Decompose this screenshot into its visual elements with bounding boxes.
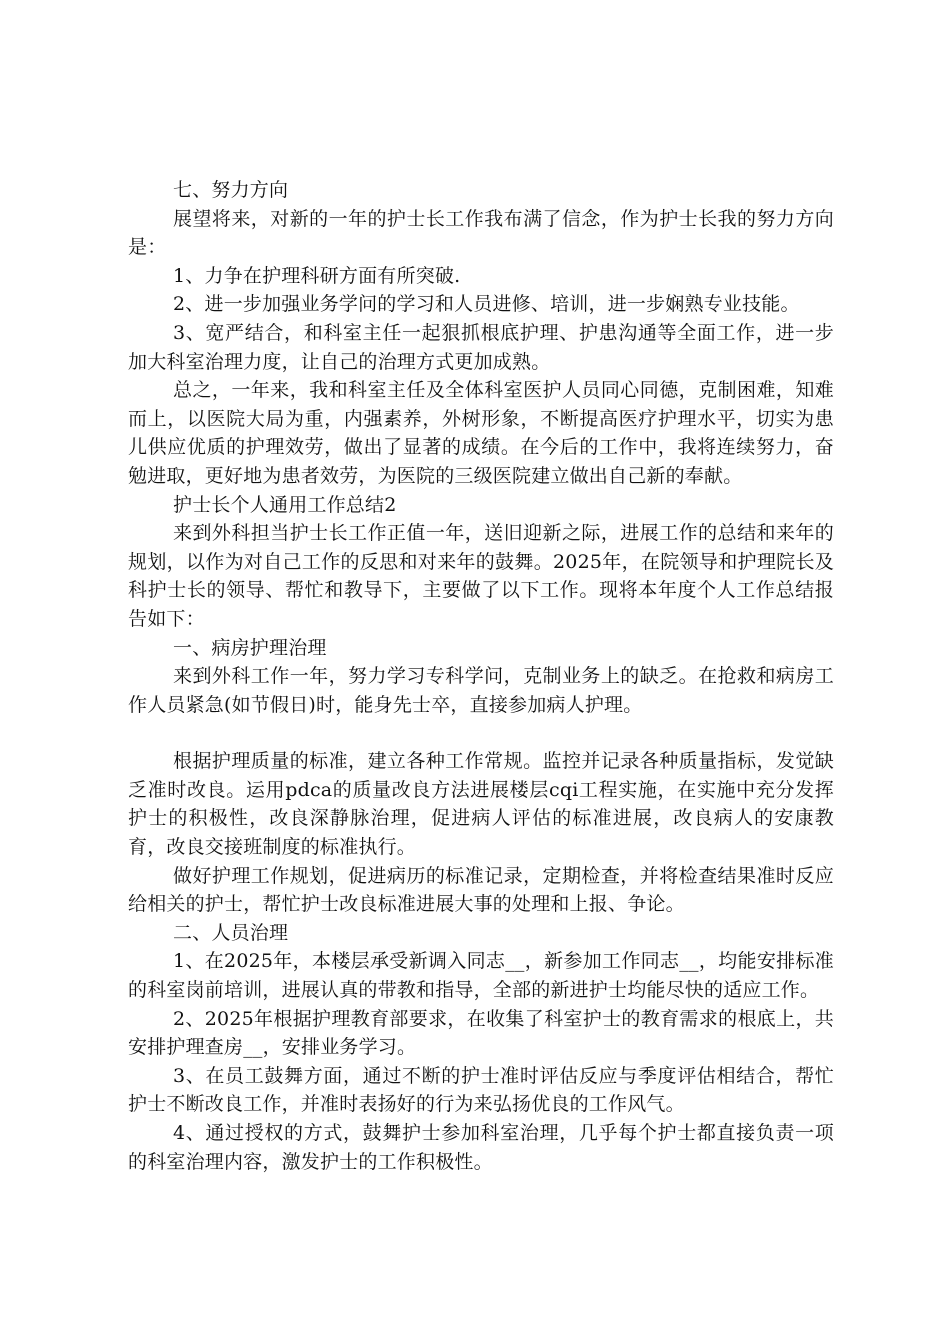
staff-item-3: 3、在员工鼓舞方面，通过不断的护士准时评估反应与季度评估相结合，帮忙护士不断改良工作，并准时表扬好的行为来弘扬优良的工作风气。	[128, 1064, 834, 1116]
document-page	[128, 176, 834, 1176]
paragraph-outlook: 展望将来，对新的一年的护士长工作我布满了信念，作为护士长我的努力方向是：	[128, 207, 834, 259]
staff-item-4: 4、通过授权的方式，鼓舞护士参加科室治理，几乎每个护士都直接负责一项的科室治理内容，激发护士的工作积极性。	[128, 1122, 834, 1173]
paragraph-summary: 总之，一年来，我和科室主任及全体科室医护人员同心同德，克制困难，知难而上，以医院大局为重，内强素养，外树形象，不断提高医疗护理水平，切实为患儿供应优质的护理效劳，做出了显著的成绩。在今后的工作中，我将连续努力，奋勉进取，更好地为患者效劳，为医院的三级医院建立做出自己新的奉献。	[128, 379, 834, 487]
paragraph-work-planning: 做好护理工作规划，促进病历的标准记录，定期检查，并将检查结果准时反应给相关的护士，帮忙护士改良标准进展大事的处理和上报、争论。	[128, 864, 834, 916]
staff-item-2: 2、2025年根据护理教育部要求，在收集了科室护士的教育需求的根底上，共安排护理查房__，安排业务学习。	[128, 1007, 834, 1059]
section-heading-staff-management: 二、人员治理	[173, 921, 289, 944]
staff-item-1: 1、在2025年，本楼层承受新调入同志__，新参加工作同志__，均能安排标准的科室岗前培训，进展认真的带教和指导，全部的新进护士均能尽快的适应工作。	[128, 950, 834, 1002]
list-item-2: 2、进一步加强业务学问的学习和人员进修、培训，进一步娴熟专业技能。	[173, 293, 800, 316]
paragraph-intro: 来到外科担当护士长工作正值一年，送旧迎新之际，进展工作的总结和来年的规划，以作为对自己工作的反思和对来年的鼓舞。2025年，在院领导和护理院长及科护士长的领导、帮忙和教导下，主要做了以下工作。现将本年度个人工作总结报告如下：	[128, 522, 834, 630]
blank-line	[128, 719, 834, 747]
paragraph-ward-work: 来到外科工作一年，努力学习专科学问，克制业务上的缺乏。在抢救和病房工作人员紧急(如节假日)时，能身先士卒，直接参加病人护理。	[128, 665, 834, 716]
section-heading-ward-management: 一、病房护理治理	[173, 636, 327, 659]
list-item-1: 1、力争在护理科研方面有所突破.	[173, 264, 461, 287]
paragraph-quality-standards: 根据护理质量的标准，建立各种工作常规。监控并记录各种质量指标，发觉缺乏准时改良。运用pdca的质量改良方法进展楼层cqi工程实施，在实施中充分发挥护士的积极性，改良深静脉治理，促进病人评估的标准进展，改良病人的安康教育，改良交接班制度的标准执行。	[128, 750, 834, 859]
list-item-3: 3、宽严结合，和科室主任一起狠抓根底护理、护患沟通等全面工作，进一步加大科室治理力度，让自己的治理方式更加成熟。	[128, 321, 834, 373]
section-title-summary-2: 护士长个人通用工作总结2	[173, 493, 397, 516]
section-heading-effort-direction: 七、努力方向	[173, 179, 289, 201]
